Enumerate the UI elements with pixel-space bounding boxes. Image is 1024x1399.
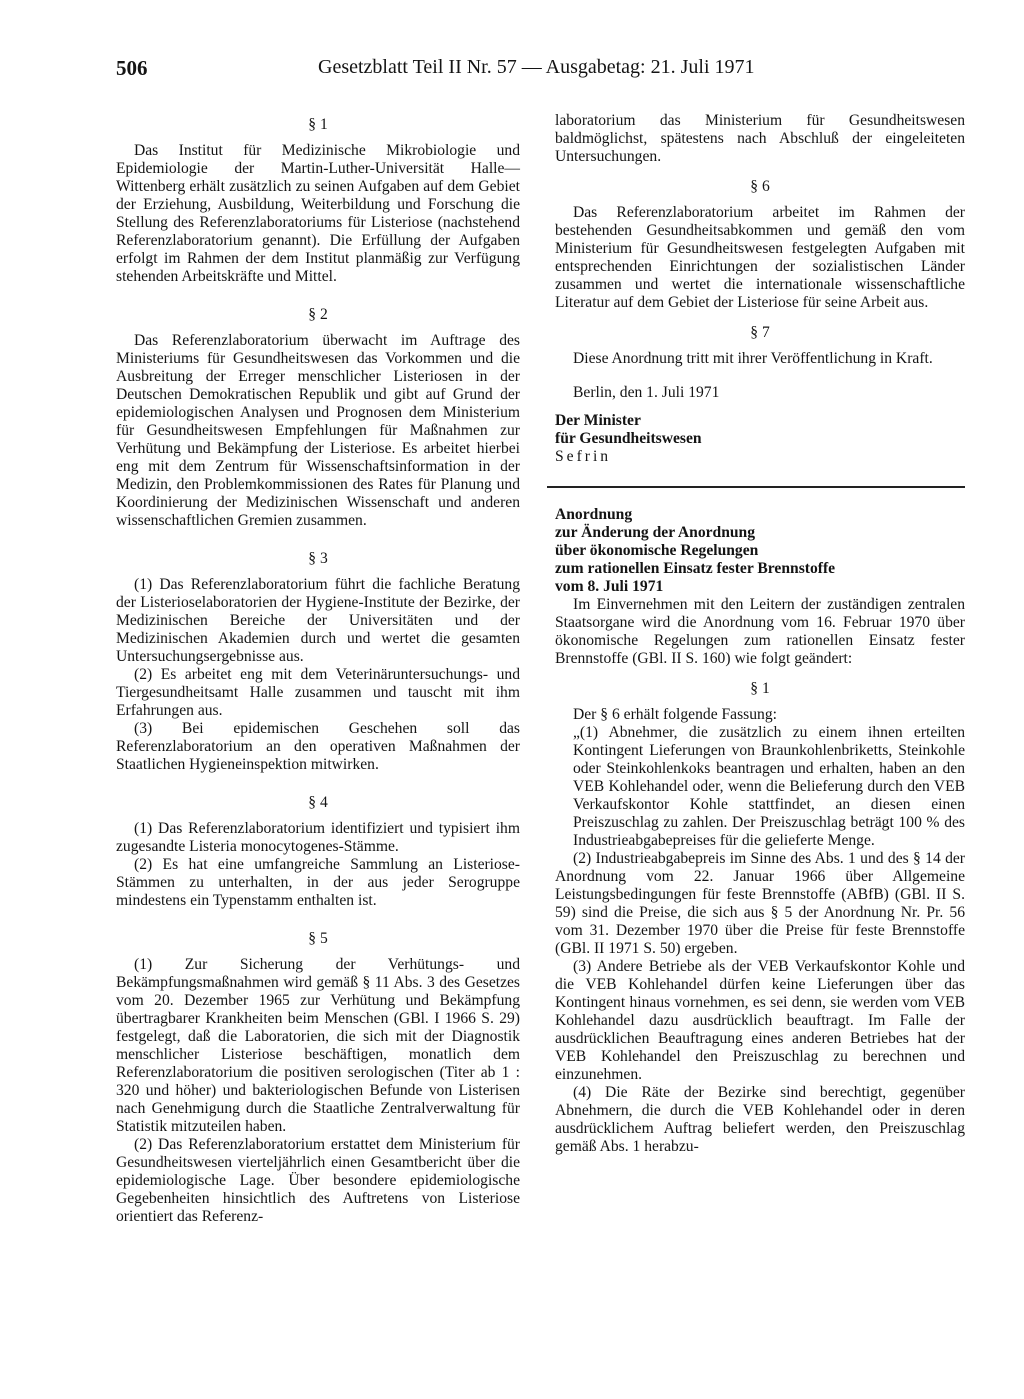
paragraph: Diese Anordnung tritt mit ihrer Veröffentlichung in Kraft. (573, 350, 933, 367)
signer-title: Der Minister (555, 412, 641, 429)
signer-name: Sefrin (555, 448, 612, 465)
paragraph: Das Institut für Medizinische Mikrobiologie und Epidemiologie der Martin-Luther-Universität Halle—Wittenberg erhält zusätzlich zu seinen Aufgaben auf dem Gebiet der Erziehung, Ausbildung, Weiterbildung und Forschung die Stellung des Referenzlaboratoriums für Listeriose (nachstehend Referenzlaboratorium genannt). Die Erfüllung der Aufgaben erfolgt im Rahmen der dem Institut planmäßig zur Verfügung stehenden Arbeitskräfte und Mittel. (116, 142, 520, 285)
left-column (116, 112, 520, 1226)
ordinance-date: vom 8. Juli 1971 (555, 578, 664, 595)
paragraph: (1) Zur Sicherung der Verhütungs- und Bekämpfungsmaßnahmen wird gemäß § 11 Abs. 3 des Gesetzes vom 20. Dezember 1965 zur Verhütung und Bekämpfung übertragbarer Krankheiten beim Menschen (GBl. I 1966 S. 29) festgelegt, daß die Laboratorien, die sich mit der Diagnostik menschlicher Listeriose beschäftigen, monatlich dem Referenzlaboratorium die positiven serologischen (Titer ab 1 : 320 und höher) und bakteriologischen Befunde von Listerisen nach Genehmigung durch die Staatliche Zentralverwaltung für Statistik mitzuteilen haben. (116, 956, 520, 1135)
section-heading-4: § 4 (308, 794, 328, 811)
paragraph: Der § 6 erhält folgende Fassung: (573, 706, 777, 723)
paragraph: (2) Es hat eine umfangreiche Sammlung an Listeriose-Stämmen zu unterhalten, in der aus jeder Serogruppe mindestens ein Typenstamm enthalten ist. (116, 856, 520, 909)
signer-ministry: für Gesundheitswesen (555, 430, 702, 447)
section-divider (547, 486, 965, 488)
paragraph: (3) Bei epidemischen Geschehen soll das Referenzlaboratorium an den operativen Maßnahmen der Staatlichen Hygieneinspektion mitwirken. (116, 720, 520, 773)
paragraph: (1) Das Referenzlaboratorium führt die fachliche Beratung der Listerioselaboratorien der Hygiene-Institute der Bezirke, der Medizinischen Bereiche der Universitäten und der Medizinischen Akademien durch und wertet die gesamten Untersuchungsergebnisse aus. (116, 576, 520, 665)
paragraph: Das Referenzlaboratorium überwacht im Auftrage des Ministeriums für Gesundheitswesen das Vorkommen und die Ausbreitung der Erreger menschlicher Listeriosen in der Deutschen Demokratischen Republik und gibt auf Grund der epidemiologischen Analysen und Prognosen dem Ministerium für Gesundheitswesen Empfehlungen für Maßnahmen zur Verhütung und Bekämpfung der Listeriose. Es arbeitet hierbei eng mit dem Zentrum für Wissenschaftsinformation in der Medizin, den Problemkommissionen des Rates für Planung und Koordinierung der Medizinischen Wissenschaft und anderen wissenschaftlichen Gremien zusammen. (116, 332, 520, 529)
page-header (116, 56, 756, 86)
section-heading-2: § 2 (308, 306, 328, 323)
section-heading-3: § 3 (308, 550, 328, 567)
quoted-provision (555, 724, 965, 850)
paragraph: Das Referenzlaboratorium arbeitet im Rahmen der bestehenden Gesundheitsabkommen und gemäß den vom Ministerium für Gesundheitswesen festgelegten Aufgaben mit entsprechenden Einrichtungen der sozialistischen Länder zusammen und wertet die internationale wissenschaftliche Literatur auf dem Gebiet der Listeriose für seine Arbeit aus. (555, 204, 965, 311)
section-heading-1: § 1 (308, 116, 328, 133)
right-column (555, 112, 965, 1156)
paragraph: Im Einvernehmen mit den Leitern der zuständigen zentralen Staatsorgane wird die Anordnung vom 16. Februar 1970 über ökonomische Regelungen zum rationellen Einsatz fester Brennstoffe (GBl. II S. 160) wie folgt geändert: (555, 596, 965, 667)
page-number: 506 (116, 56, 148, 80)
paragraph: (2) Industrieabgabepreis im Sinne des Abs. 1 und des § 14 der Anordnung vom 22. Januar 1966 über Allgemeine Leistungsbedingungen für feste Brennstoffe (ABfB) (GBl. II S. 59) sind die Preise, die sich aus § 5 der Anordnung Nr. Pr. 56 vom 31. Dezember 1970 über die Preise für feste Brennstoffe (GBl. II 1971 S. 50) ergeben. (555, 850, 965, 957)
ordinance-title: über ökonomische Regelungen (555, 542, 759, 559)
ordinance-title: zur Änderung der Anordnung (555, 524, 756, 541)
paragraph: (4) Die Räte der Bezirke sind berechtigt, gegenüber Abnehmern, die durch die VEB Kohlehandel oder in deren ausdrücklichem Auftrag beliefert werden, den Preiszuschlag gemäß Abs. 1 herabzu- (555, 1084, 965, 1155)
running-title: Gesetzblatt Teil II Nr. 57 — Ausgabetag: 21. Juli 1971 (318, 56, 755, 78)
section-heading-5: § 5 (308, 930, 328, 947)
paragraph: „(1) Abnehmer, die zusätzlich zu einem ihnen erteilten Kontingent Lieferungen von Braunkohlenbriketts, Steinkohle oder Steinkohlenkoks beantragen und erhalten, haben an den VEB Kohlehandel oder, wenn die Belieferung durch den VEB Verkaufskontor Kohle stattfindet, an diesen einen Preiszuschlag zu zahlen. Der Preiszuschlag beträgt 100 % des Industrieabgabepreises für die gelieferte Menge. (573, 724, 965, 849)
ordinance-title: Anordnung (555, 506, 633, 523)
section-heading-7: § 7 (750, 324, 770, 341)
paragraph: (3) Andere Betriebe als der VEB Verkaufskontor Kohle und die VEB Kohlehandel dürfen keine Lieferungen über das Kontingent hinaus vornehmen, es sei denn, sie werden vom VEB Kohlehandel dazu ausdrücklich beauftragt. Im Falle der ausdrücklichen Beauftragung eines anderen Betriebes hat der VEB Kohlehandel den Preiszuschlag zu berechnen und einzunehmen. (555, 958, 965, 1083)
paragraph: (1) Das Referenzlaboratorium identifiziert und typisiert ihm zugesandte Listeria monocytogenes-Stämme. (116, 820, 520, 855)
paragraph: (2) Es arbeitet eng mit dem Veterinäruntersuchungs- und Tiergesundheitsamt Halle zusammen und tauscht mit ihm Erfahrungen aus. (116, 666, 520, 719)
ordinance-section-heading-1: § 1 (750, 680, 770, 697)
paragraph-continued: laboratorium das Ministerium für Gesundheitswesen baldmöglichst, spätestens nach Abschluß der eingeleiteten Untersuchungen. (555, 112, 965, 165)
ordinance-title: zum rationellen Einsatz fester Brennstoffe (555, 560, 836, 577)
place-date: Berlin, den 1. Juli 1971 (573, 384, 720, 401)
section-heading-6: § 6 (750, 178, 770, 195)
paragraph: (2) Das Referenzlaboratorium erstattet dem Ministerium für Gesundheitswesen vierteljährlich einen Gesamtbericht über die epidemiologische Lage. Über besondere epidemiologische Gegebenheiten hinsichtlich des Auftretens von Listeriose orientiert das Referenz- (116, 1136, 520, 1225)
